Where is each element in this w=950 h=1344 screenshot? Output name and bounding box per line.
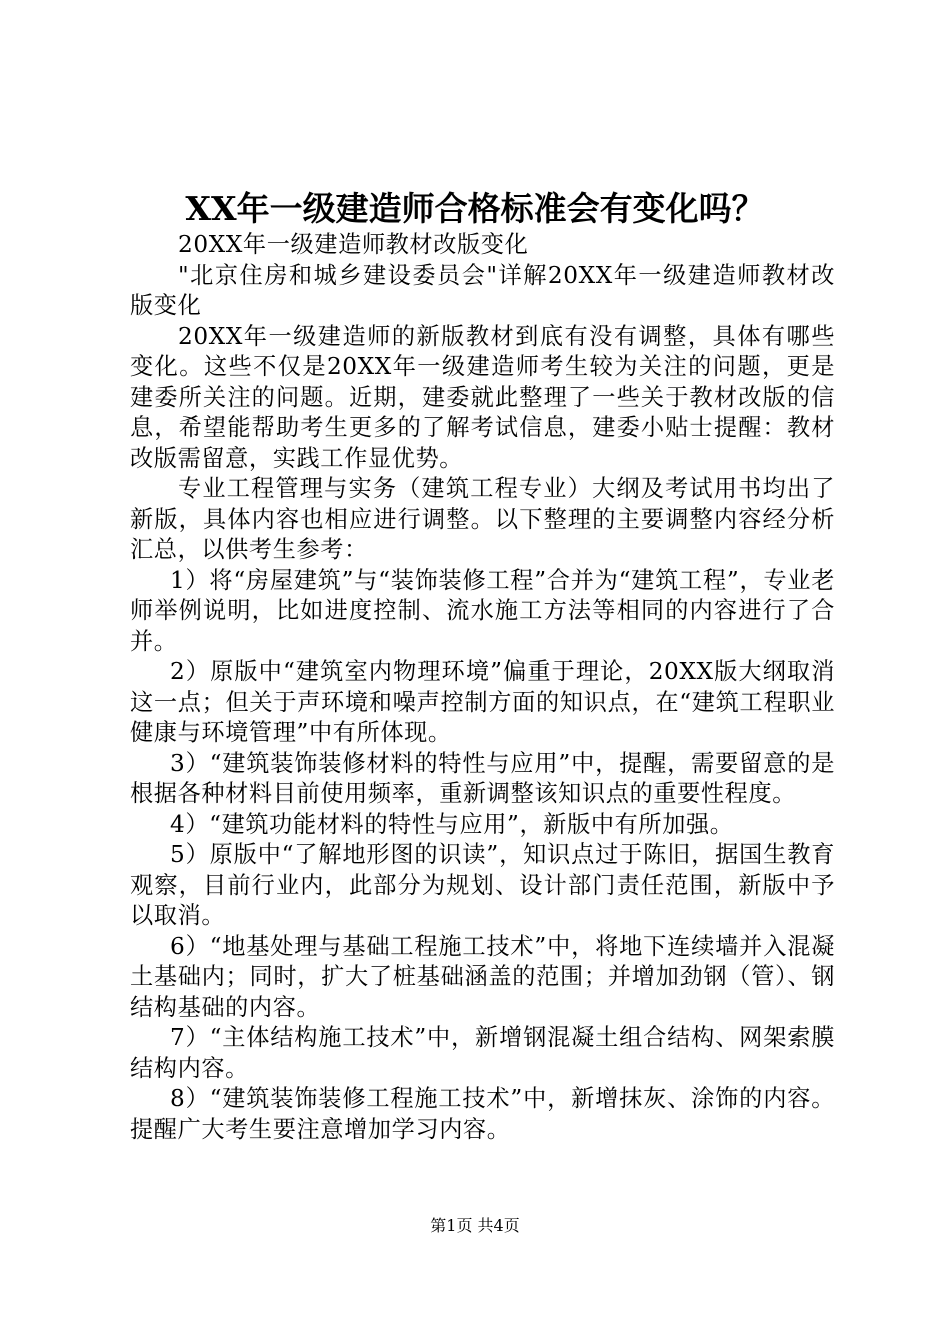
paragraph-summary: 专业工程管理与实务（建筑工程专业）大纲及考试用书均出了新版，具体内容也相应进行调整。以下整理的主要调整内容经分析汇总，以供考生参考： xyxy=(130,475,835,563)
paragraph-subtitle: 20XX年一级建造师教材改版变化 xyxy=(178,231,529,258)
document-body xyxy=(130,230,835,1145)
list-item-2: 2）原版中“建筑室内物理环境”偏重于理论，20XX版大纲取消这一点；但关于声环境和噪声控制方面的知识点，在“建筑工程职业健康与环境管理”中有所体现。 xyxy=(130,658,835,746)
list-item-5: 5）原版中“了解地形图的识读”，知识点过于陈旧，据国生教育观察，目前行业内，此部分为规划、设计部门责任范围，新版中予以取消。 xyxy=(130,841,835,929)
list-item-1: 1）将“房屋建筑”与“装饰装修工程”合并为“建筑工程”，专业老师举例说明，比如进度控制、流水施工方法等相同的内容进行了合并。 xyxy=(130,566,835,655)
paragraph-intro: 20XX年一级建造师的新版教材到底有没有调整，具体有哪些变化。这些不仅是20XX年一级建造师考生较为关注的问题，更是建委所关注的问题。近期，建委就此整理了一些关于教材改版的信息，希望能帮助考生更多的了解考试信息，建委小贴士提醒：教材改版需留意，实践工作显优势。 xyxy=(130,322,835,472)
list-item-3: 3）“建筑装饰装修材料的特性与应用”中，提醒，需要留意的是根据各种材料目前使用频率，重新调整该知识点的重要性程度。 xyxy=(130,749,835,807)
document-title: XX年一级建造师合格标准会有变化吗？ xyxy=(185,189,765,228)
paragraph-source: "北京住房和城乡建设委员会"详解20XX年一级建造师教材改版变化 xyxy=(130,261,835,319)
list-item-7: 7）“主体结构施工技术”中，新增钢混凝土组合结构、网架索膜结构内容。 xyxy=(130,1024,835,1082)
list-item-4: 4）“建筑功能材料的特性与应用”，新版中有所加强。 xyxy=(170,810,734,838)
list-item-6: 6）“地基处理与基础工程施工技术”中，将地下连续墙并入混凝土基础内；同时，扩大了桩基础涵盖的范围；并增加劲钢（管）、钢结构基础的内容。 xyxy=(130,932,835,1021)
list-item-8: 8）“建筑装饰装修工程施工技术”中，新增抹灰、涂饰的内容。提醒广大考生要注意增加学习内容。 xyxy=(130,1085,835,1143)
page-number: 第1页 共4页 xyxy=(430,1216,520,1235)
